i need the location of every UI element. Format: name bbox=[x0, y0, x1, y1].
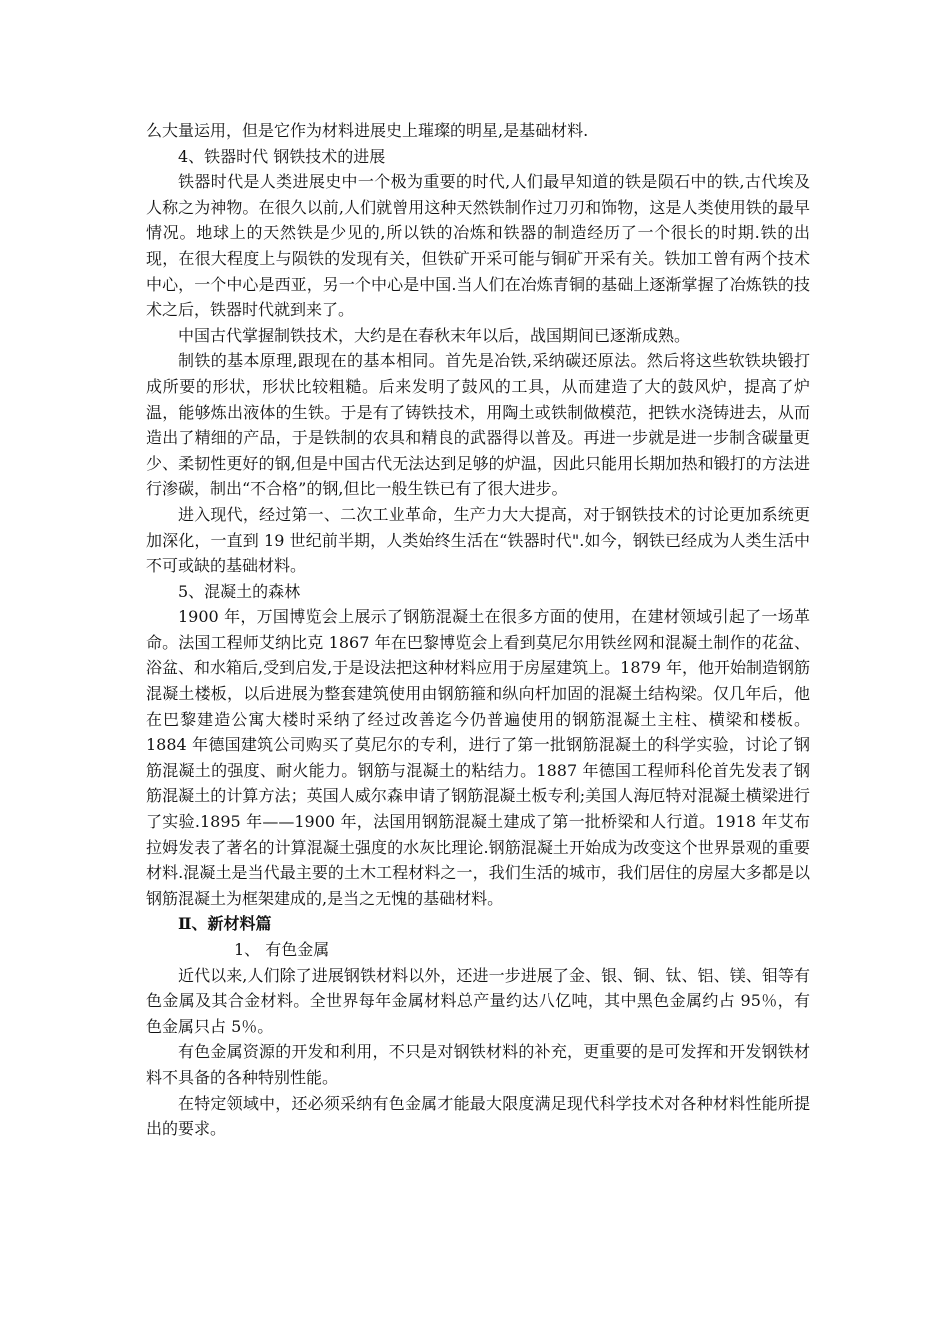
section-heading-concrete: 5、混凝土的森林 bbox=[178, 581, 301, 601]
chapter-heading-new-materials: Ⅱ、新材料篇 bbox=[178, 914, 272, 934]
paragraph-continuation: 么大量运用，但是它作为材料进展史上璀璨的明星,是基础材料. bbox=[146, 121, 589, 140]
paragraph-nonferrous-intro: 近代以来,人们除了进展钢铁材料以外，还进一步进展了金、银、铜、钛、铝、镁、钼等有色金属及其合金材料。全世界每年金属材料总产量约达八亿吨，其中黑色金属约占 95％，有色金属只占 5％。 bbox=[146, 965, 810, 1036]
section-heading-nonferrous: 1、 有色金属 bbox=[234, 940, 330, 959]
paragraph-nonferrous-special-fields: 在特定领域中，还必须采纳有色金属才能最大限度满足现代科学技术对各种材料性能所提出的要求。 bbox=[146, 1093, 810, 1139]
paragraph-nonferrous-development: 有色金属资源的开发和利用，不只是对钢铁材料的补充，更重要的是可发挥和开发钢铁材料不具备的各种特别性能。 bbox=[146, 1042, 810, 1087]
paragraph-iron-age-intro: 铁器时代是人类进展史中一个极为重要的时代,人们最早知道的铁是陨石中的铁,古代埃及人称之为神物。在很久以前,人们就曾用这种天然铁制作过刀刃和饰物，这是人类使用铁的最早情况。地球上的天然铁是少见的,所以铁的冶炼和铁器的制造经历了一个很长的时期.铁的出现，在很大程度上与陨铁的发现有关，但铁矿开采可能与铜矿开采有关。铁加工曾有两个技术中心，一个中心是西亚，另一个中心是中国.当人们在冶炼青铜的基础上逐渐掌握了冶炼铁的技术之后，铁器时代就到来了。 bbox=[146, 172, 810, 320]
paragraph-iron-making-principle: 制铁的基本原理,跟现在的基本相同。首先是冶铁,采纳碳还原法。然后将这些软铁块锻打成所要的形状，形状比较粗糙。后来发明了鼓风的工具，从而建造了大的鼓风炉，提高了炉温，能够炼出液体的生铁。于是有了铸铁技术，用陶土或铁制做模范，把铁水浇铸进去，从而造出了精细的产品，于是铁制的农具和精良的武器得以普及。再进一步就是进一步制含碳量更少、柔韧性更好的钢,但是中国古代无法达到足够的炉温，因此只能用长期加热和锻打的方法进行渗碳，制出“不合格”的钢,但比一般生铁已有了很大进步。 bbox=[146, 351, 810, 499]
paragraph-concrete-history: 1900 年，万国博览会上展示了钢筋混凝土在很多方面的使用，在建材领域引起了一场革命。法国工程师艾纳比克 1867 年在巴黎博览会上看到莫尼尔用铁丝网和混凝土制作的花盆、浴盆、和水箱后,受到启发,于是设法把这种材料应用于房屋建筑上。1879 年，他开始制造钢筋混凝土楼板，以后进展为整套建筑使用由钢筋箍和纵向杆加固的混凝土结构梁。仅几年后，他在巴黎建造公寓大楼时采纳了经过改善迄今仍普遍使用的钢筋混凝土主柱、横梁和楼板。1884 年德国建筑公司购买了莫尼尔的专利，进行了第一批钢筋混凝土的科学实验，讨论了钢筋混凝土的强度、耐火能力。钢筋与混凝土的粘结力。1887 年德国工程师科伦首先发表了钢筋混凝土的计算方法；英国人威尔森申请了钢筋混凝土板专利;美国人海厄特对混凝土横梁进行了实验.1895 年——1900 年，法国用钢筋混凝土建成了第一批桥梁和人行道。1918 年艾布拉姆发表了著名的计算混凝土强度的水灰比理论.钢筋混凝土开始成为改变这个世界景观的重要材料.混凝土是当代最主要的土木工程材料之一，我们生活的城市，我们居住的房屋大多都是以钢筋混凝土为框架建成的,是当之无愧的基础材料。 bbox=[146, 607, 810, 908]
document-page bbox=[146, 118, 810, 1142]
paragraph-ancient-china-iron: 中国古代掌握制铁技术，大约是在春秋末年以后，战国期间已逐渐成熟。 bbox=[178, 325, 691, 345]
section-heading-iron-age: 4、铁器时代 钢铁技术的进展 bbox=[178, 146, 386, 166]
paragraph-modern-steel: 进入现代，经过第一、二次工业革命，生产力大大提高，对于钢铁技术的讨论更加系统更加深化，一直到 19 世纪前半期，人类始终生活在“铁器时代".如今，钢铁已经成为人类生活中不可或缺的基础材料。 bbox=[146, 504, 810, 576]
